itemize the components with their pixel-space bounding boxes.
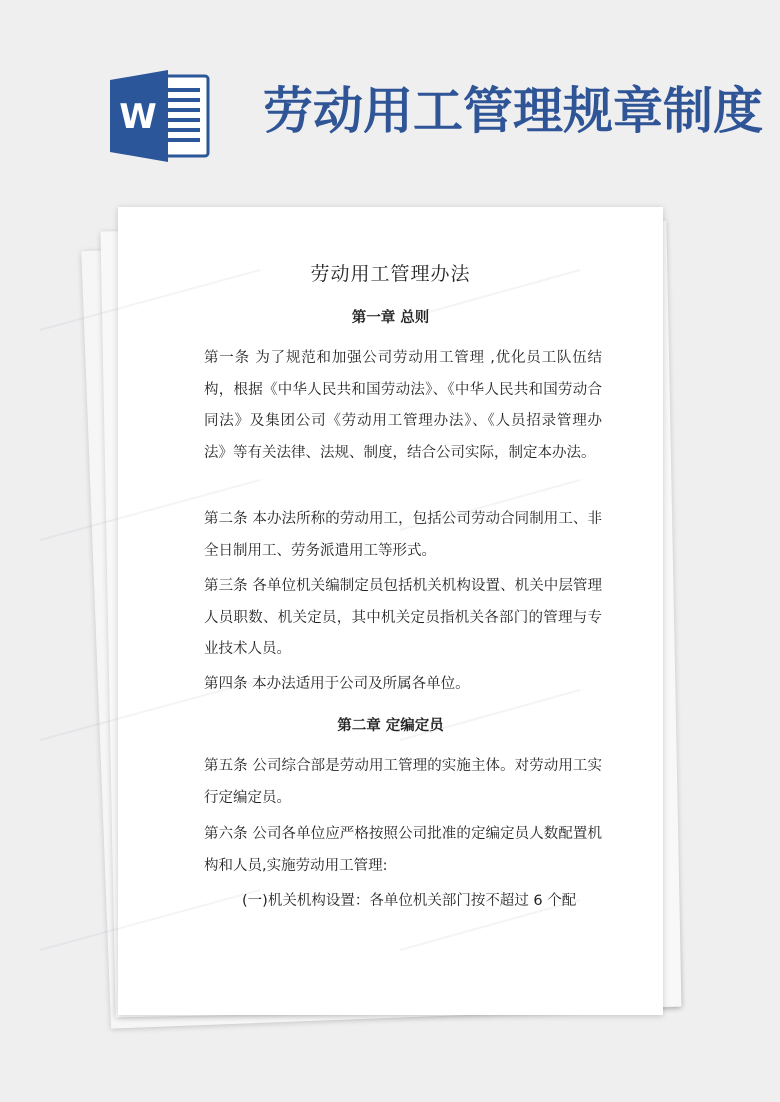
document-title: 劳动用工管理办法 — [310, 263, 471, 285]
article-1: 第一条 为了规范和加强公司劳动用工管理 ,优化员工队伍结构，根据《中华人民共和国劳动法》、《中华人民共和国劳动合同法》及集团公司《劳动用工管理办法》、《人员招录管理办法》等有关法律、法规、制度，结合公司实际，制定本办法。 — [204, 350, 602, 461]
chapter-heading-2: 第二章 定编定员 — [337, 718, 444, 734]
article-3: 第三条 各单位机关编制定员包括机关机构设置、机关中层管理人员职数、机关定员，其中机关定员指机关各部门的管理与专业技术人员。 — [204, 578, 602, 657]
article-6-clause-1: (一)机关机构设置：各单位机关部门按不超过 6 个配 — [242, 893, 577, 909]
chapter-heading-1: 第一章 总则 — [351, 310, 430, 326]
logo-letter: W — [119, 97, 157, 137]
banner-title: 劳动用工管理规章制度 — [263, 81, 763, 140]
article-4: 第四条 本办法适用于公司及所属各单位。 — [204, 676, 470, 692]
document-page — [118, 207, 663, 1015]
article-5: 第五条 公司综合部是劳动用工管理的实施主体。对劳动用工实行定编定员。 — [204, 758, 602, 806]
article-2: 第二条 本办法所称的劳动用工，包括公司劳动合同制用工、非全日制用工、劳务派遣用工等形式。 — [204, 511, 602, 559]
article-6: 第六条 公司各单位应严格按照公司批准的定编定员人数配置机构和人员,实施劳动用工管理: — [204, 826, 602, 874]
